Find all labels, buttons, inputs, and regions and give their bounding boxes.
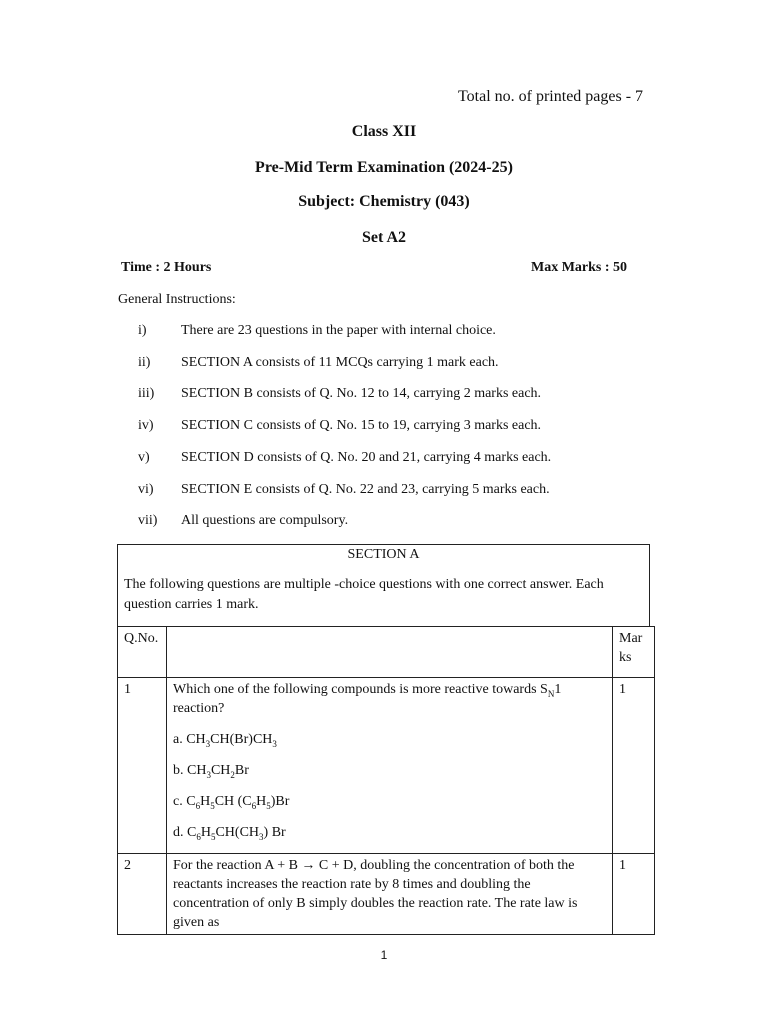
qno-header: Q.No. xyxy=(118,627,167,678)
instruction-text: SECTION B consists of Q. No. 12 to 14, carrying 2 marks each. xyxy=(181,386,542,401)
section-title: SECTION A xyxy=(347,547,420,562)
instruction-text: SECTION A consists of 11 MCQs carrying 1 mark each. xyxy=(181,355,499,370)
table-row xyxy=(118,678,655,854)
class-title: Class XII xyxy=(351,123,417,140)
marks-header xyxy=(613,627,655,678)
question-body: For the reaction A + B → C + D, doubling the concentration of both the reactants increases the reaction rate by 8 times and doubling the concentration of only B simply doubles the reaction rate. The rate law is given as xyxy=(167,854,613,935)
instruction-text: All questions are compulsory. xyxy=(181,513,349,528)
question-marks: 1 xyxy=(613,854,655,935)
question-marks: 1 xyxy=(613,678,655,854)
instruction-number: iii) xyxy=(138,386,155,401)
question-body xyxy=(167,678,613,854)
marks-header-line1: Mar xyxy=(619,631,643,646)
instruction-text: SECTION D consists of Q. No. 20 and 21, carrying 4 marks each. xyxy=(181,450,552,465)
max-marks-label: Max Marks : 50 xyxy=(531,260,628,275)
instructions-heading: General Instructions: xyxy=(118,292,236,307)
instruction-number: ii) xyxy=(138,355,151,370)
marks-header-line2: ks xyxy=(619,650,632,665)
question-number: 2 xyxy=(118,854,167,935)
printed-pages-note: Total no. of printed pages - 7 xyxy=(458,88,644,105)
section-a-header xyxy=(117,544,650,627)
instruction-number: vii) xyxy=(138,513,158,528)
questions-table xyxy=(117,626,655,935)
option-d: d. $C_6H_5CH(CH_3)$ Br xyxy=(173,825,286,842)
instruction-number: i) xyxy=(138,323,147,338)
question-number: 1 xyxy=(118,678,167,854)
time-label: Time : 2 Hours xyxy=(121,260,212,275)
page-number: 1 xyxy=(380,948,388,962)
question-stem: Which one of the following compounds is more reactive towards $S_N1$ reaction? xyxy=(173,682,562,716)
instruction-number: iv) xyxy=(138,418,154,433)
table-header-row xyxy=(118,627,655,678)
table-row xyxy=(118,854,655,935)
set-title: Set A2 xyxy=(362,229,406,246)
exam-title: Pre-Mid Term Examination (2024-25) xyxy=(255,159,513,176)
instruction-text: SECTION C consists of Q. No. 15 to 19, carrying 3 marks each. xyxy=(181,418,542,433)
section-description: The following questions are multiple -choice questions with one correct answer. Each question carries 1 mark. xyxy=(124,577,604,612)
option-c: c. $C_6H_5CH$ $(C_6H_5)Br$ xyxy=(173,794,290,811)
option-b: b. $CH_3CH_2Br$ xyxy=(173,763,249,780)
option-a: a. $CH_3CH(Br)CH_3$ xyxy=(173,732,277,749)
question-header xyxy=(167,627,613,678)
subject-title: Subject: Chemistry (043) xyxy=(298,193,470,210)
instruction-text: There are 23 questions in the paper with internal choice. xyxy=(181,323,496,338)
instruction-text: SECTION E consists of Q. No. 22 and 23, carrying 5 marks each. xyxy=(181,482,550,497)
instruction-number: v) xyxy=(138,450,150,465)
instruction-number: vi) xyxy=(138,482,154,497)
